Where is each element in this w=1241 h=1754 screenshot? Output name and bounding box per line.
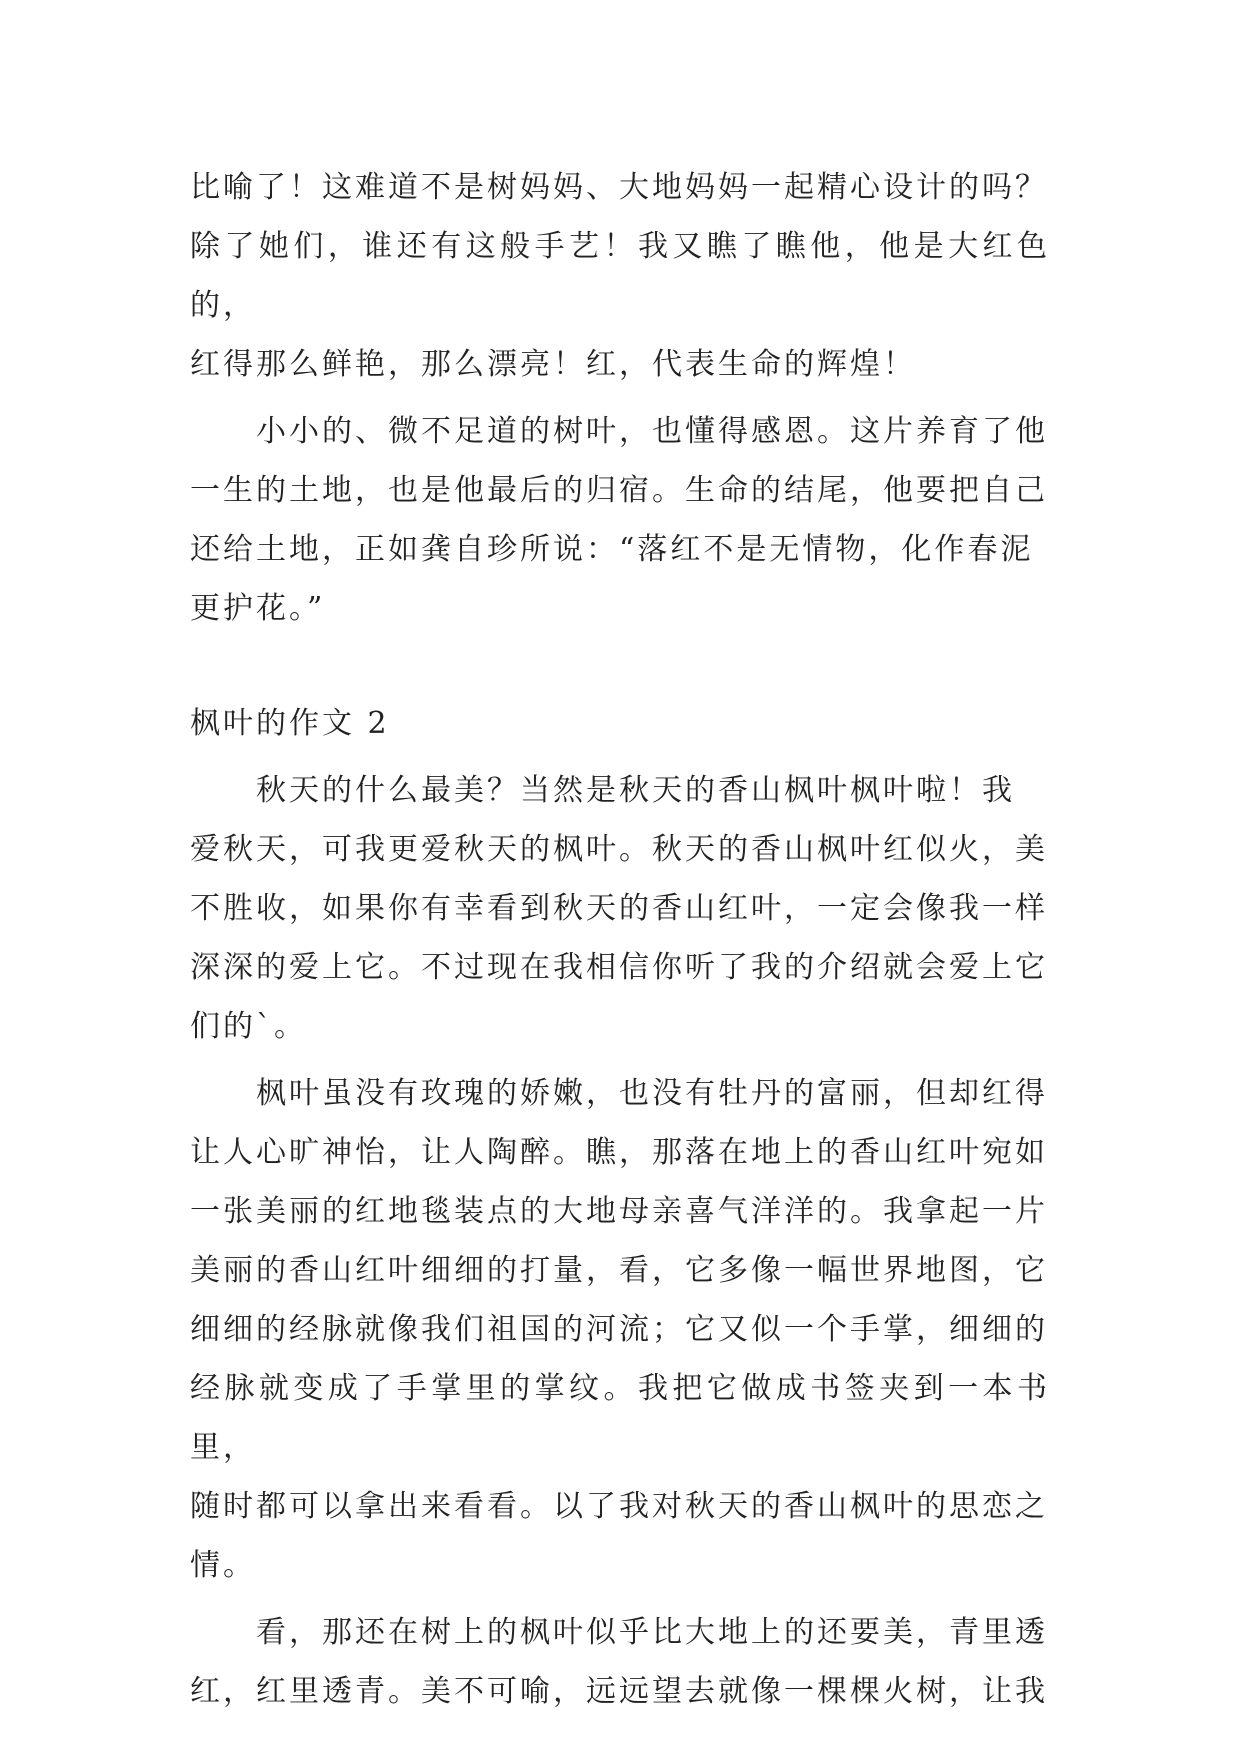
paragraph: 枫叶虽没有玫瑰的娇嫩，也没有牡丹的富丽，但却红得 让人心旷神怡，让人陶醉。瞧，那落在地上的香山红叶宛如 一张美丽的红地毯装点的大地母亲喜气洋洋的。我拿起一片 美丽的香山红叶细细的打量，看，它多像一幅世界地图，它 细细的经脉就像我们祖国的河流；它又似一个手掌，细细的 经脉就变成了手掌里的掌纹。我把它做成书签夹到一本书里， 随时都可以拿出来看看。以了我对秋天的香山枫叶的思恋之 情。 <box>190 1076 1050 1583</box>
section-title: 枫叶的作文 2 <box>190 706 390 741</box>
section-gap <box>190 646 1050 694</box>
continued-paragraph: 比喻了！这难道不是树妈妈、大地妈妈一起精心设计的吗？ 除了她们，谁还有这般手艺！我又瞧了瞧他，他是大红色的， 红得那么鲜艳，那么漂亮！红，代表生命的辉煌！ <box>190 170 1050 382</box>
paragraph: 秋天的什么最美？当然是秋天的香山枫叶枫叶啦！我 爱秋天，可我更爱秋天的枫叶。秋天的香山枫叶红似火，美 不胜收，如果你有幸看到秋天的香山红叶，一定会像我一样 深深的爱上它。不过现在我相信你听了我的介绍就会爱上它 们的`。 <box>190 773 1048 1044</box>
paragraph: 小小的、微不足道的树叶，也懂得感恩。这片养育了他 一生的土地，也是他最后的归宿。生命的结尾，他要把自己 还给土地，正如龚自珍所说：“落红不是无情物，化作春泥 更护花。” <box>190 414 1048 626</box>
document-body <box>190 158 1050 1729</box>
paragraph: 看，那还在树上的枫叶似乎比大地上的还要美，青里透 红，红里透青。美不可喻，远远望去就像一棵棵火树，让我 <box>190 1615 1048 1709</box>
